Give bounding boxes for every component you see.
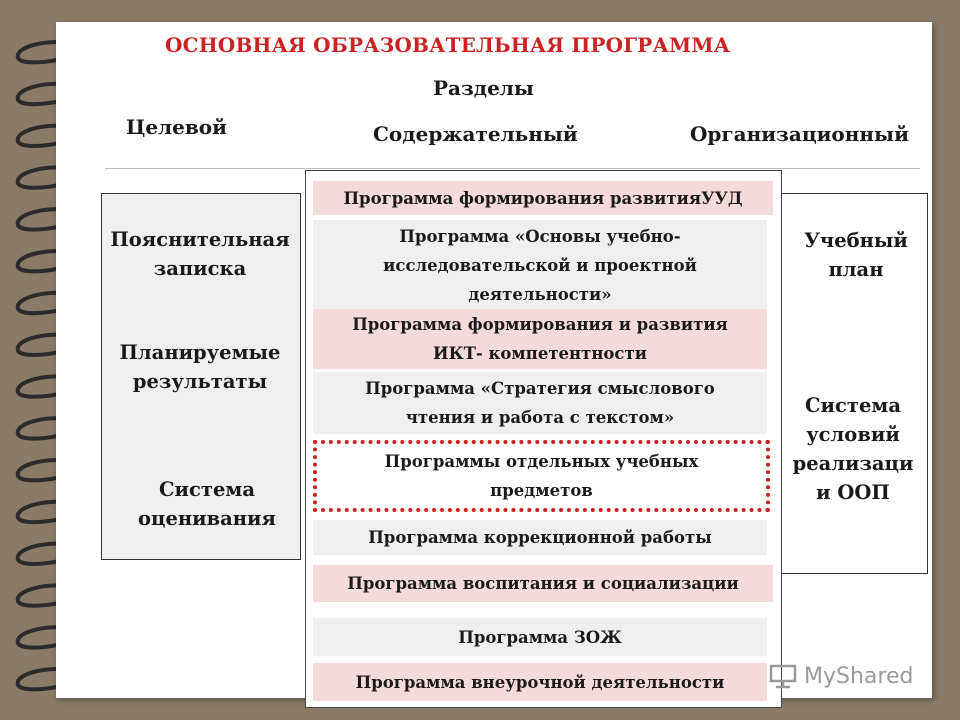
- program-healthy-lifestyle-line: Программа ЗОЖ: [458, 627, 622, 647]
- planned-results-line: Планируемые: [119, 341, 281, 364]
- divider-line: [105, 168, 920, 169]
- presentation-icon: [768, 663, 798, 689]
- program-healthy-lifestyle: [313, 618, 767, 656]
- planned-results-line: результаты: [132, 370, 268, 393]
- myshared-watermark: [768, 660, 928, 692]
- page-title: ОСНОВНАЯ ОБРАЗОВАТЕЛЬНАЯ ПРОГРАММА: [165, 33, 731, 57]
- program-research-line: исследовательской и проектной: [383, 255, 697, 275]
- program-reading-line: Программа «Стратегия смыслового: [365, 379, 715, 398]
- program-reading: [313, 372, 767, 434]
- program-ict-line: Программа формирования и развития: [352, 315, 728, 334]
- column-heading-content: Содержательный: [373, 122, 578, 146]
- program-uud-line: Программа формирования развитияУУД: [343, 188, 743, 208]
- explanatory-note-line: записка: [153, 257, 247, 280]
- program-subjects: [313, 440, 770, 512]
- program-subjects-line: Программы отдельных учебных: [384, 452, 699, 471]
- implementation-conditions: [773, 391, 933, 507]
- curriculum-line: план: [828, 258, 884, 281]
- program-extracurricular-line: Программа внеурочной деятельности: [355, 672, 725, 692]
- explanatory-note-line: Пояснительная: [110, 228, 290, 251]
- assessment-system: [108, 475, 306, 533]
- program-ict: [313, 309, 767, 369]
- program-subjects-line: предметов: [490, 481, 593, 500]
- program-research-line: деятельности»: [468, 284, 612, 304]
- explanatory-note: [101, 225, 299, 283]
- column-heading-target: Целевой: [126, 115, 227, 139]
- program-uud: [313, 181, 773, 215]
- program-research: [313, 220, 767, 310]
- implementation-conditions-line: реализаци: [792, 452, 914, 475]
- assessment-system-line: Система: [159, 478, 255, 501]
- column-heading-organizational: Организационный: [690, 122, 909, 146]
- program-correction-line: Программа коррекционной работы: [368, 528, 712, 547]
- implementation-conditions-line: и ООП: [816, 481, 890, 504]
- assessment-system-line: оценивания: [138, 507, 276, 530]
- program-correction: [313, 520, 767, 555]
- curriculum-line: Учебный: [804, 229, 908, 252]
- implementation-conditions-line: Система: [805, 394, 901, 417]
- program-ict-line: ИКТ- компетентности: [433, 344, 647, 363]
- watermark-text: MyShared: [804, 663, 914, 689]
- sections-label: Разделы: [433, 76, 534, 100]
- program-upbringing: [313, 565, 773, 602]
- implementation-conditions-line: условий: [806, 423, 900, 446]
- program-research-line: Программа «Основы учебно-: [399, 226, 681, 246]
- program-reading-line: чтения и работа с текстом»: [405, 408, 675, 427]
- curriculum: [776, 226, 936, 284]
- program-extracurricular: [313, 663, 767, 701]
- program-upbringing-line: Программа воспитания и социализации: [347, 574, 739, 593]
- planned-results: [101, 338, 299, 396]
